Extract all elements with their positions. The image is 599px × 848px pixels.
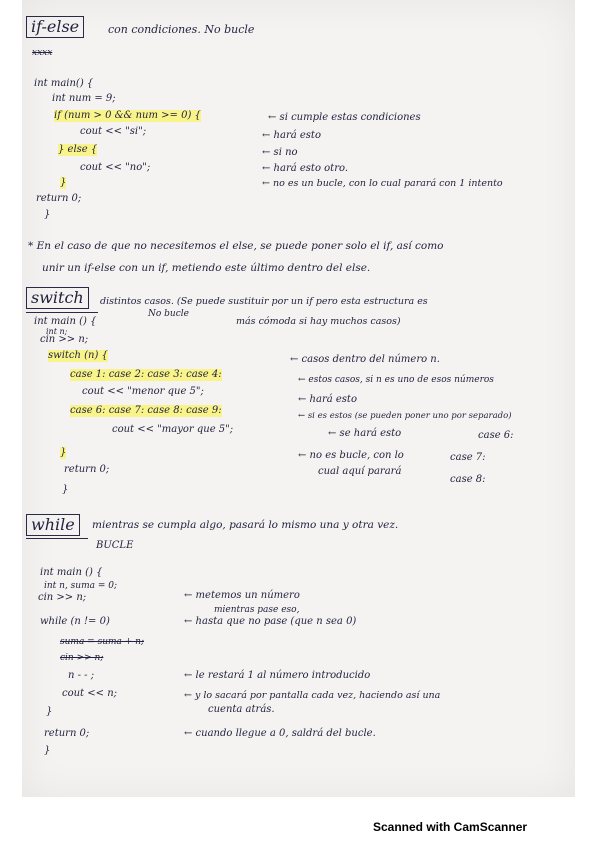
code-line: int main() { [34,78,94,89]
annotation: ← hará esto [262,130,321,141]
crossed-scribble: xxxx [32,48,53,58]
annotation: ← cuando llegue a 0, saldrá del bucle. [184,728,376,739]
code-line: case 1: case 2: case 3: case 4: [70,369,222,380]
annotation: cual aquí parará [318,466,402,477]
paragraph-line: unir un if-else con un if, metiendo este último dentro del else. [42,262,371,274]
code-line: } [44,209,51,220]
annotation: ← si cumple estas condiciones [268,112,421,123]
ifelse-subtitle: con condiciones. No bucle [108,23,255,36]
code-line: cout << "mayor que 5"; [112,424,234,435]
annotation: ← metemos un número [184,590,300,601]
switch-title: switch [26,287,89,309]
crossed-code-line: suma = suma + n; [60,637,144,647]
code-line: int n; [46,327,68,336]
crossed-code-line: cin >> n; [60,653,104,663]
ifelse-title: if-else [26,16,84,38]
code-line: return 0; [64,464,110,475]
annotation: ← le restará 1 al número introducido [184,670,371,681]
annotation: ← y lo sacará por pantalla cada vez, haciendo así una [184,690,441,701]
title-underline [26,538,88,539]
annotation: ← si no [262,147,298,158]
code-line: } else { [58,144,98,155]
code-line: if (num > 0 && num >= 0) { [54,110,201,121]
code-line: int main () { [40,567,103,578]
annotation: ← hasta que no pase (que n sea 0) [184,616,357,627]
switch-subtitle-2: más cómoda si hay muchos casos) [236,316,401,327]
code-line: int main () { [34,316,97,327]
title-underline [26,312,98,313]
bucle-note: BUCLE [96,540,134,551]
annotation: ← se hará esto [328,428,402,439]
code-line: cin >> n; [40,334,89,345]
code-line: n - - ; [68,670,95,681]
annotation: ← estos casos, si n es uno de esos números [298,375,494,385]
annotation: ← no es bucle, con lo [298,450,404,461]
annotation: ← si es estos (se pueden poner uno por separado) [298,411,512,421]
scanner-watermark: Scanned with CamScanner [373,820,528,834]
code-line: } [46,706,53,717]
code-line: } [44,745,51,756]
annotation: cuenta atrás. [208,704,275,715]
code-line: return 0; [44,728,90,739]
code-line: case 6: case 7: case 8: case 9: [70,405,222,416]
code-line: while (n != 0) [40,616,110,627]
code-line: cout << "menor que 5"; [82,386,204,397]
code-line: } [60,177,67,188]
annotation: ← hará esto otro. [262,163,348,174]
annotation: mientras pase eso, [214,605,300,615]
paragraph-line: * En el caso de que no necesitemos el else, se puede poner solo el if, así como [28,240,444,252]
annotation: ← hará esto [298,394,357,405]
code-line: cout << "no"; [80,162,151,173]
code-line: switch (n) { [48,350,108,361]
switch-subtitle: distintos casos. (Se puede sustituir por un if pero esta estructura es [100,296,428,307]
while-subtitle: mientras se cumpla algo, pasará lo mismo una y otra vez. [92,519,399,531]
code-line: cout << "si"; [80,126,147,137]
code-line: int n, suma = 0; [44,581,118,591]
side-case: case 8: [450,474,486,485]
side-case: case 6: [478,430,514,441]
no-bucle-note: No bucle [148,309,189,319]
code-line: int num = 9; [52,93,116,104]
annotation: ← casos dentro del número n. [290,354,440,365]
code-line: cout << n; [62,688,118,699]
code-line: return 0; [36,193,82,204]
code-line: cin >> n; [38,592,87,603]
while-title: while [26,514,80,536]
code-line: } [62,484,69,495]
annotation: ← no es un bucle, con lo cual parará con 1 intento [262,178,503,189]
side-case: case 7: [450,452,486,463]
code-line: } [60,447,67,458]
